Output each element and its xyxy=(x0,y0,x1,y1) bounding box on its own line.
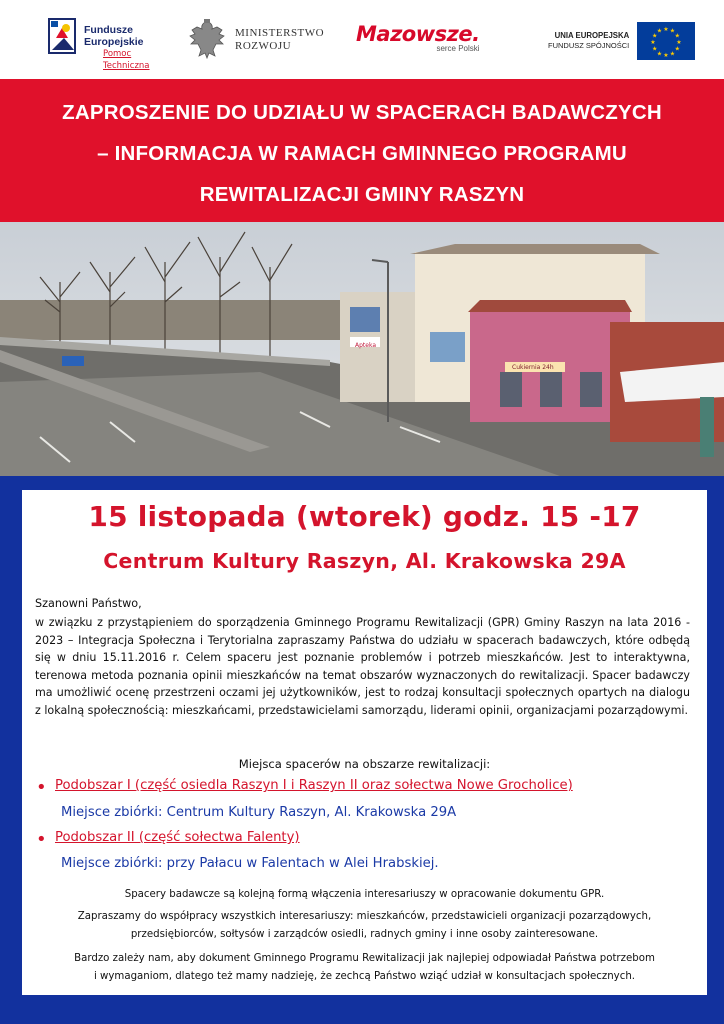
footer-line-1: Spacery badawcze są kolejną formą włączenia interesariuszy w opracowanie dokumentu GPR. xyxy=(124,889,605,900)
street-photo xyxy=(0,222,724,476)
bullet-icon: • xyxy=(36,777,47,798)
fundusze-europejskie-logo xyxy=(48,18,150,71)
intro-paragraph: w związku z przystąpieniem do sporządzenia Gminnego Programu Rewitalizacji (GPR) Gminy Raszyn na lata 2016 - 2023 – Integracja Społeczna i Terytorialna zapraszamy Państwa do udziału w spacerach badawczych, które odbędą się w dniu 15.11.2016 r. Celem spaceru jest poznanie problemów i potrzeb mieszkańców. Jest to interaktywna, terenowa metoda poznania opinii mieszkańców na temat obszarów wyznaczonych do rewitalizacji. Spacer badawczy ma umożliwić ocenę przestrzeni oczami jej użytkowników, jest to rodzaj konsultacji społecznych opartych na dialogu z lokalną społecznością: mieszkańcami, przedstawicielami samorządu, liderami opinii, organizacjami pozarządowymi. xyxy=(35,616,690,717)
subarea-1-meeting: Miejsce zbiórki: Centrum Kultury Raszyn, Al. Krakowska 29A xyxy=(61,805,457,820)
mr-line1: MINISTERSTWO xyxy=(235,27,325,39)
ue-line1: UNIA EUROPEJSKA xyxy=(554,31,630,40)
svg-text:★: ★ xyxy=(670,27,676,35)
subarea-2-title: Podobszar II (część sołectwa Falenty) xyxy=(55,830,300,845)
eagle-emblem-icon xyxy=(187,18,227,62)
fe-line3: Pomoc Techniczna xyxy=(103,49,150,71)
subarea-1-title: Podobszar I (część osiedla Raszyn I i Raszyn II oraz sołectwa Nowe Grocholice) xyxy=(55,778,573,793)
svg-text:★: ★ xyxy=(657,50,663,58)
event-place: Centrum Kultury Raszyn, Al. Krakowska 29A xyxy=(103,549,626,573)
cukiernia-sign: Cukiernia 24h xyxy=(512,364,554,371)
ministerstwo-rozwoju-logo xyxy=(187,18,324,62)
svg-text:★: ★ xyxy=(663,52,669,59)
svg-text:★: ★ xyxy=(674,32,681,40)
greeting: Szanowni Państwo, xyxy=(35,597,142,610)
event-date: 15 listopada (wtorek) godz. 15 -17 xyxy=(88,500,641,533)
ue-line2: FUNDUSZ SPÓJNOŚCI xyxy=(548,41,630,50)
header-banner xyxy=(0,79,724,222)
svg-text:★: ★ xyxy=(674,45,681,53)
footer-line-2a: Zapraszamy do współpracy wszystkich interesariuszy: mieszkańców, przedstawicieli organizacji pozarządowych, xyxy=(77,911,652,922)
header-line-2: – INFORMACJA W RAMACH GMINNEGO PROGRAMU xyxy=(97,142,627,165)
ministerstwo-text xyxy=(235,27,324,53)
fundusze-europejskie-icon xyxy=(48,18,78,54)
fe-line1: Fundusze xyxy=(84,24,133,36)
logo-bar xyxy=(0,0,724,78)
header-line-1: ZAPROSZENIE DO UDZIAŁU W SPACERACH BADAWCZYCH xyxy=(62,101,662,124)
mazowsze-wordmark: Mazowsze. xyxy=(356,22,480,46)
svg-text:★: ★ xyxy=(663,26,669,33)
subarea-2-meeting: Miejsce zbiórki: przy Pałacu w Falentach w Alei Hrabskiej. xyxy=(61,856,439,871)
footer-line-3b: i wymaganiom, dlatego też mamy nadzieję, że zechcą Państwo wziąć udział w konsultacjach społecznych. xyxy=(93,971,636,982)
fe-line2: Europejskie xyxy=(84,36,144,48)
footer-line-3a: Bardzo zależy nam, aby dokument Gminnego Programu Rewitalizacji jak najlepiej odpowiadał Państwa potrzebom xyxy=(74,953,655,964)
svg-text:★: ★ xyxy=(652,45,658,53)
mazowsze-tagline: serce Polski xyxy=(436,44,480,53)
footer-line-2b: przedsiębiorców, sołtysów i zarządców osiedli, radnych gminy i inne osoby zainteresowane. xyxy=(130,929,599,940)
bullet-icon: • xyxy=(36,829,47,850)
svg-text:★: ★ xyxy=(650,39,656,46)
places-heading: Miejsca spacerów na obszarze rewitalizacji: xyxy=(238,757,491,771)
svg-text:★: ★ xyxy=(676,39,682,46)
svg-text:★: ★ xyxy=(657,27,663,35)
unia-europejska-logo xyxy=(548,22,695,60)
fundusze-europejskie-text xyxy=(84,24,150,71)
eu-flag-icon xyxy=(637,22,695,60)
svg-text:★: ★ xyxy=(670,50,676,58)
unia-text xyxy=(548,31,629,51)
svg-text:★: ★ xyxy=(652,32,658,40)
header-line-3: REWITALIZACJI GMINY RASZYN xyxy=(199,183,525,206)
bottom-strip xyxy=(0,996,724,1024)
mazowsze-logo xyxy=(356,22,480,53)
apteka-sign: Apteka xyxy=(355,342,377,349)
mr-line2: ROZWOJU xyxy=(235,40,292,52)
